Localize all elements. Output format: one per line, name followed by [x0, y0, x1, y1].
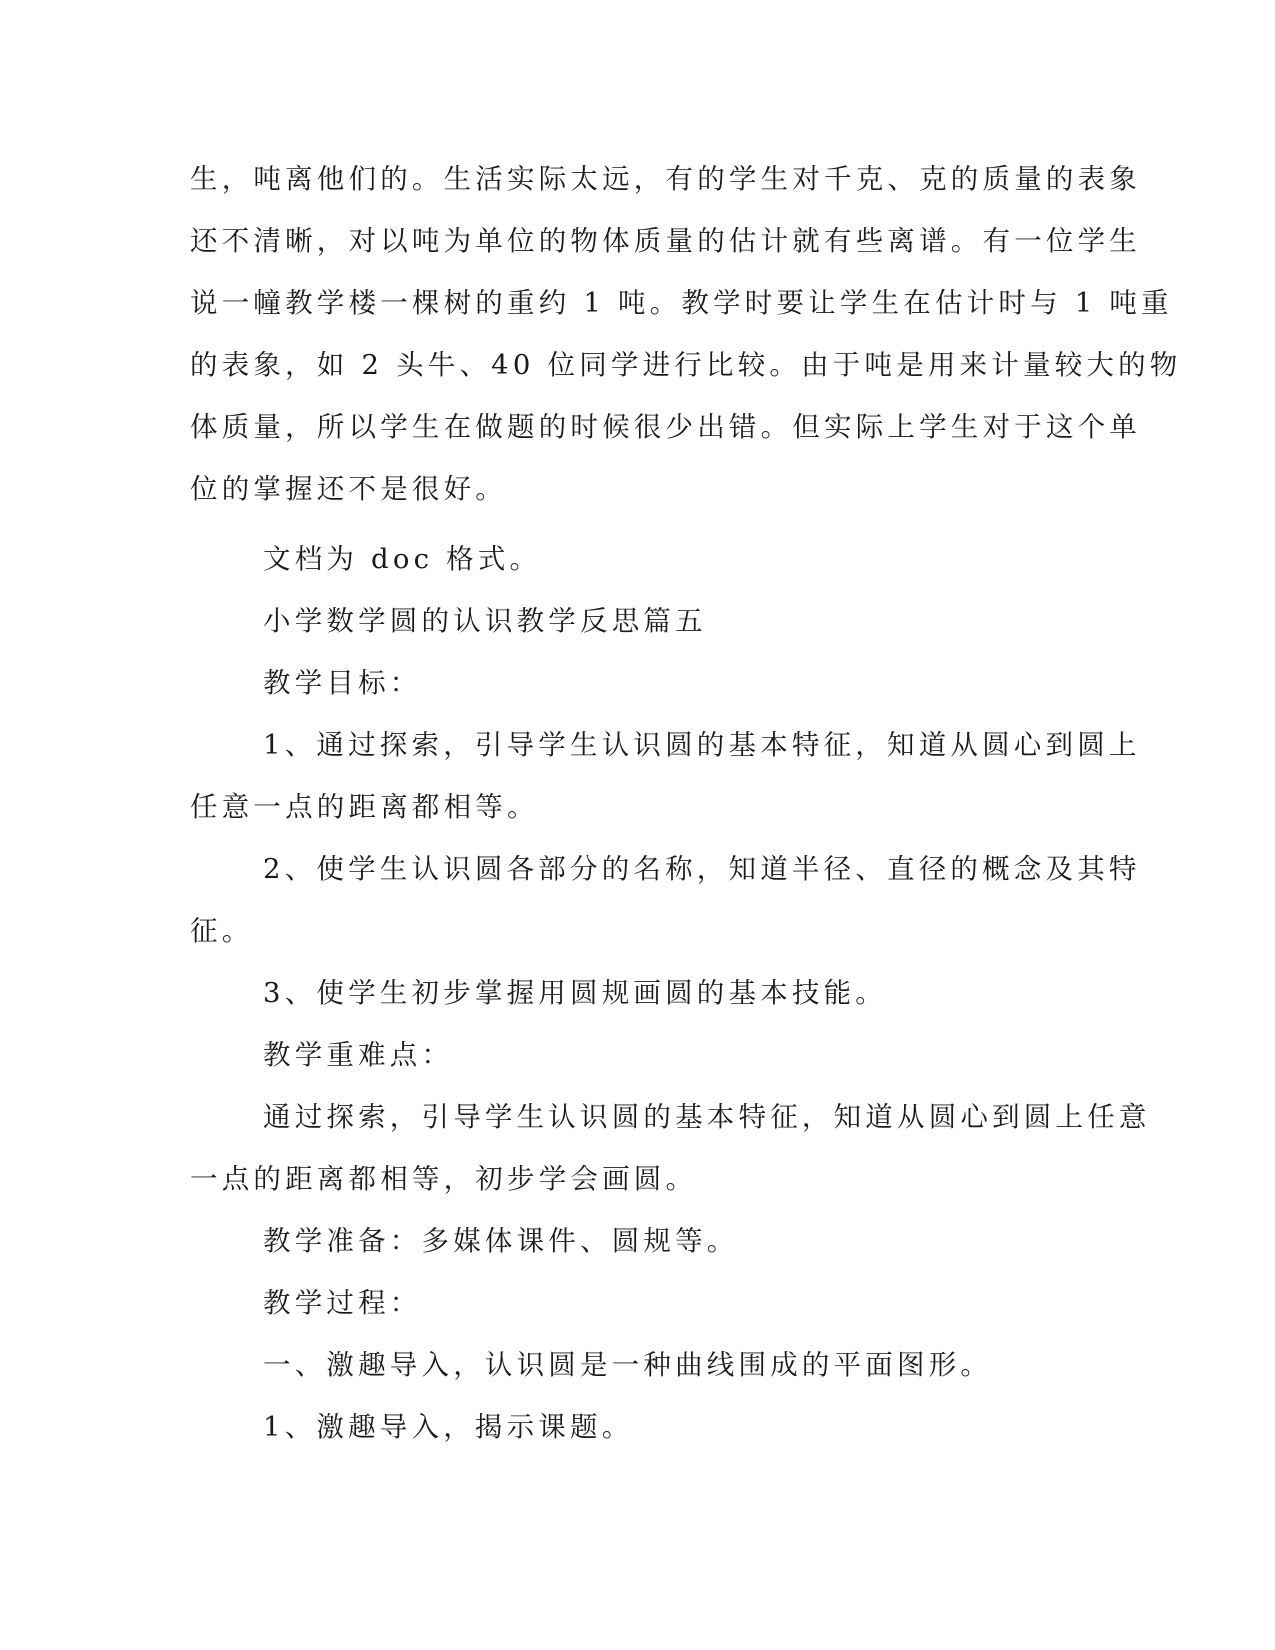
text-line: 生，吨离他们的。生活实际太远，有的学生对千克、克的质量的表象 — [190, 163, 1141, 195]
preparation-text: 教学准备：多媒体课件、圆规等。 — [263, 1225, 739, 1257]
goal-item-3: 3、使学生初步掌握用圆规画圆的基本技能。 — [263, 977, 887, 1009]
text-line: 1、通过探索，引导学生认识圆的基本特征，知道从圆心到圆上 — [263, 729, 1141, 761]
goal-item-2 — [190, 838, 1141, 962]
text-line: 的表象，如 2 头牛、40 位同学进行比较。由于吨是用来计量较大的物 — [190, 349, 1182, 381]
text-line: 说一幢教学楼一棵树的重约 1 吨。教学时要让学生在估计时与 1 吨重 — [190, 287, 1173, 319]
paragraph-mass-estimation — [190, 148, 1182, 520]
text-line: 2、使学生认识圆各部分的名称，知道半径、直径的概念及其特 — [263, 853, 1141, 885]
section-heading: 小学数学圆的认识教学反思篇五 — [263, 605, 707, 637]
goal-item-1 — [190, 714, 1141, 838]
text-line: 体质量，所以学生在做题的时候很少出错。但实际上学生对于这个单 — [190, 411, 1141, 443]
teaching-goals-label: 教学目标： — [263, 667, 422, 699]
text-line: 一点的距离都相等，初步学会画圆。 — [190, 1163, 698, 1195]
process-step-1: 一、激趣导入，认识圆是一种曲线围成的平面图形。 — [263, 1349, 993, 1381]
text-line: 还不清晰，对以吨为单位的物体质量的估计就有些离谱。有一位学生 — [190, 225, 1141, 257]
key-points-text — [190, 1086, 1151, 1210]
text-line: 位的掌握还不是很好。 — [190, 473, 507, 505]
process-substep-1: 1、激趣导入，揭示课题。 — [263, 1411, 634, 1443]
paragraph-format-note: 文档为 doc 格式。 — [263, 543, 542, 575]
text-line: 任意一点的距离都相等。 — [190, 791, 539, 823]
text-line: 征。 — [190, 915, 254, 947]
key-points-label: 教学重难点： — [263, 1039, 454, 1071]
text-line: 通过探索，引导学生认识圆的基本特征，知道从圆心到圆上任意 — [263, 1101, 1151, 1133]
process-label: 教学过程： — [263, 1287, 422, 1319]
